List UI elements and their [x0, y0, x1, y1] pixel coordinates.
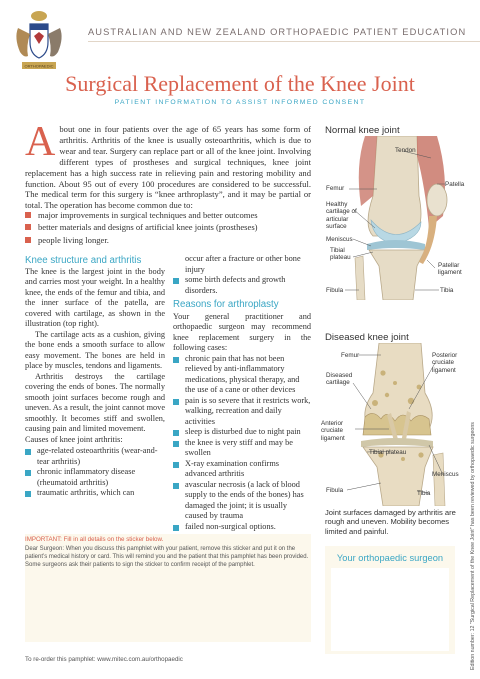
intro-paragraph	[25, 119, 311, 211]
list-item: some birth defects and growth disorders.	[173, 275, 311, 296]
label-tibia: Tibia	[440, 287, 454, 294]
reasons-section	[173, 254, 311, 532]
square-bullet-icon	[173, 278, 179, 284]
reorder-note: To re-order this pamphlet: www.mitec.com.au/orthopaedic	[25, 656, 183, 663]
section-heading: Reasons for arthroplasty	[173, 299, 279, 310]
square-bullet-icon	[25, 470, 31, 476]
square-bullet-icon	[173, 399, 179, 405]
figure-caption: Joint surfaces damaged by arthritis are rough and uneven. Mobility becomes limited and painful.	[325, 508, 456, 536]
label-meniscus: Meniscus	[432, 471, 459, 478]
label-femur: Femur	[341, 352, 360, 359]
surgeon-details-box	[325, 546, 455, 654]
label-fibula: Fibula	[326, 287, 344, 294]
list-item: chronic pain that has not been relieved by anti-inflammatory medications, physical therapy, and the use of a cane or other devices	[173, 354, 311, 396]
square-bullet-icon	[173, 462, 179, 468]
organization-title: AUSTRALIAN AND NEW ZEALAND ORTHOPAEDIC PATIENT EDUCATION	[88, 27, 467, 37]
coat-of-arms-logo	[8, 6, 70, 78]
label-patella: Patella	[445, 181, 465, 188]
label-fibula: Fibula	[326, 487, 344, 494]
list-item: failed non-surgical options.	[173, 522, 311, 533]
page-subtitle: PATIENT INFORMATION TO ASSIST INFORMED CONSENT	[114, 99, 366, 106]
label-tendon: Tendon	[395, 147, 416, 154]
label-tibial-plateau: Tibial plateau	[369, 449, 407, 456]
square-bullet-icon	[173, 430, 179, 436]
page-title: Surgical Replacement of the Knee Joint	[65, 71, 415, 96]
square-bullet-icon	[25, 237, 31, 243]
label-femur: Femur	[326, 185, 345, 192]
label-posterior-cruciate-ligament: Posterior cruciate ligament	[432, 352, 458, 374]
list-item: people living longer.	[25, 234, 311, 246]
section-heading: Knee structure and arthritis	[25, 255, 142, 266]
knee-structure-section	[25, 256, 165, 499]
label-diseased-cartilage: Diseased cartilage	[326, 372, 353, 387]
label-tibial-plateau: Tibial plateau	[330, 247, 351, 262]
intro-text: bout one in four patients over the age of 65 years has some form of arthritis. Arthritis of the knee is usually osteoarthritis, which is due to wear and tear. Surgery can replace part or all of the knee joint. Involving different types of prostheses and surgical techniques, knee joint replacement has a high success rate in relieving pain and restoring mobility and function. About 95 out of every 100 procedures are considered to be successful. The medical term for this surgery is “knee arthroplasty”, and it may be partial or total. The operation has become common due to:	[25, 124, 311, 211]
svg-text:ORTHOPAEDIC: ORTHOPAEDIC	[24, 63, 54, 69]
list-item: the knee is very stiff and may be swollen	[173, 438, 311, 459]
label-tibia: Tibia	[417, 490, 431, 497]
sticker-panel	[25, 534, 311, 642]
list-item: better materials and designs of artificial knee joints (prostheses)	[25, 221, 311, 233]
sticker-heading: IMPORTANT: Fill in all details on the sticker below.	[25, 536, 164, 543]
square-bullet-icon	[25, 491, 31, 497]
list-item: avascular necrosis (a lack of blood supply to the ends of the bones) has damaged the joint; it is usually caused by trauma	[173, 480, 311, 522]
dropcap: A	[25, 119, 56, 165]
label-cartilage: Healthy cartilage of articular surface	[326, 201, 357, 231]
reasons-list	[173, 354, 311, 533]
list-item: X-ray examination confirms advanced arthritis	[173, 459, 311, 480]
square-bullet-icon	[173, 357, 179, 363]
causes-intro: Causes of knee joint arthritis:	[25, 434, 123, 444]
causes-list	[25, 446, 165, 499]
paragraph: The knee is the largest joint in the body and carries most your weight. In a healthy knee, the ends of the femur and tibia, and the inner surface of the patella, are covered with cartilage, as shown in the illustration (top right).	[25, 266, 165, 328]
list-item: sleep is disturbed due to night pain	[173, 427, 311, 438]
diseased-knee-heading: Diseased knee joint	[325, 332, 409, 343]
paragraph: Arthritis destroys the cartilage covering the ends of bones. The normally smooth joint surfaces become rough and uneven. As a result, the joint cannot move smoothly. It becomes stiff and swollen, causing pain and limited movement.	[25, 371, 165, 433]
paragraph: Your general practitioner and orthopaedic surgeon may recommend knee replacement surgery in the following cases:	[173, 311, 311, 352]
list-item: chronic inflammatory disease (rheumatoid arthritis)	[25, 467, 165, 488]
square-bullet-icon	[25, 449, 31, 455]
list-item: pain is so severe that it restricts work, walking, recreation and daily activities	[173, 396, 311, 428]
surgeon-box-heading: Your orthopaedic surgeon	[336, 553, 444, 563]
square-bullet-icon	[173, 441, 179, 447]
edition-note	[464, 420, 474, 670]
list-item: occur after a fracture or other bone injury	[185, 254, 301, 274]
list-item: traumatic arthritis, which can	[25, 488, 165, 499]
edition-text: Edition number: 12 “Surgical Replacement of the Knee Joint” has been reviewed by orthopaedic surgeons	[470, 422, 476, 670]
list-item: major improvements in surgical techniques and better outcomes	[25, 209, 311, 221]
intro-bullets	[25, 209, 311, 246]
continued-causes	[173, 254, 311, 296]
sticker-text: Dear Surgeon: When you discuss this pamphlet with your patient, remove this sticker and put it on the patient’s medical history or card. This will remind you and the patient that this pamphlet has been provided. Some surgeons ask their patients to sign the sticker to confirm receipt of the pamphlet.	[25, 546, 309, 568]
list-item: age-related osteoarthritis (wear-and-tear arthritis)	[25, 446, 165, 467]
label-anterior-cruciate-ligament: Anterior cruciate ligament	[321, 420, 345, 442]
label-patellar-ligament: Patellar ligament	[438, 262, 462, 277]
surgeon-details-field[interactable]	[331, 568, 449, 651]
normal-knee-heading: Normal knee joint	[325, 125, 400, 136]
square-bullet-icon	[25, 212, 31, 218]
label-meniscus: Meniscus	[326, 236, 353, 243]
square-bullet-icon	[25, 224, 31, 230]
paragraph: The cartilage acts as a cushion, giving the bone ends a smooth surface to allow easy movement. The bones are held in place by muscles, tendons and ligaments.	[25, 329, 165, 370]
square-bullet-icon	[173, 483, 179, 489]
header-divider	[88, 41, 480, 42]
square-bullet-icon	[173, 525, 179, 531]
